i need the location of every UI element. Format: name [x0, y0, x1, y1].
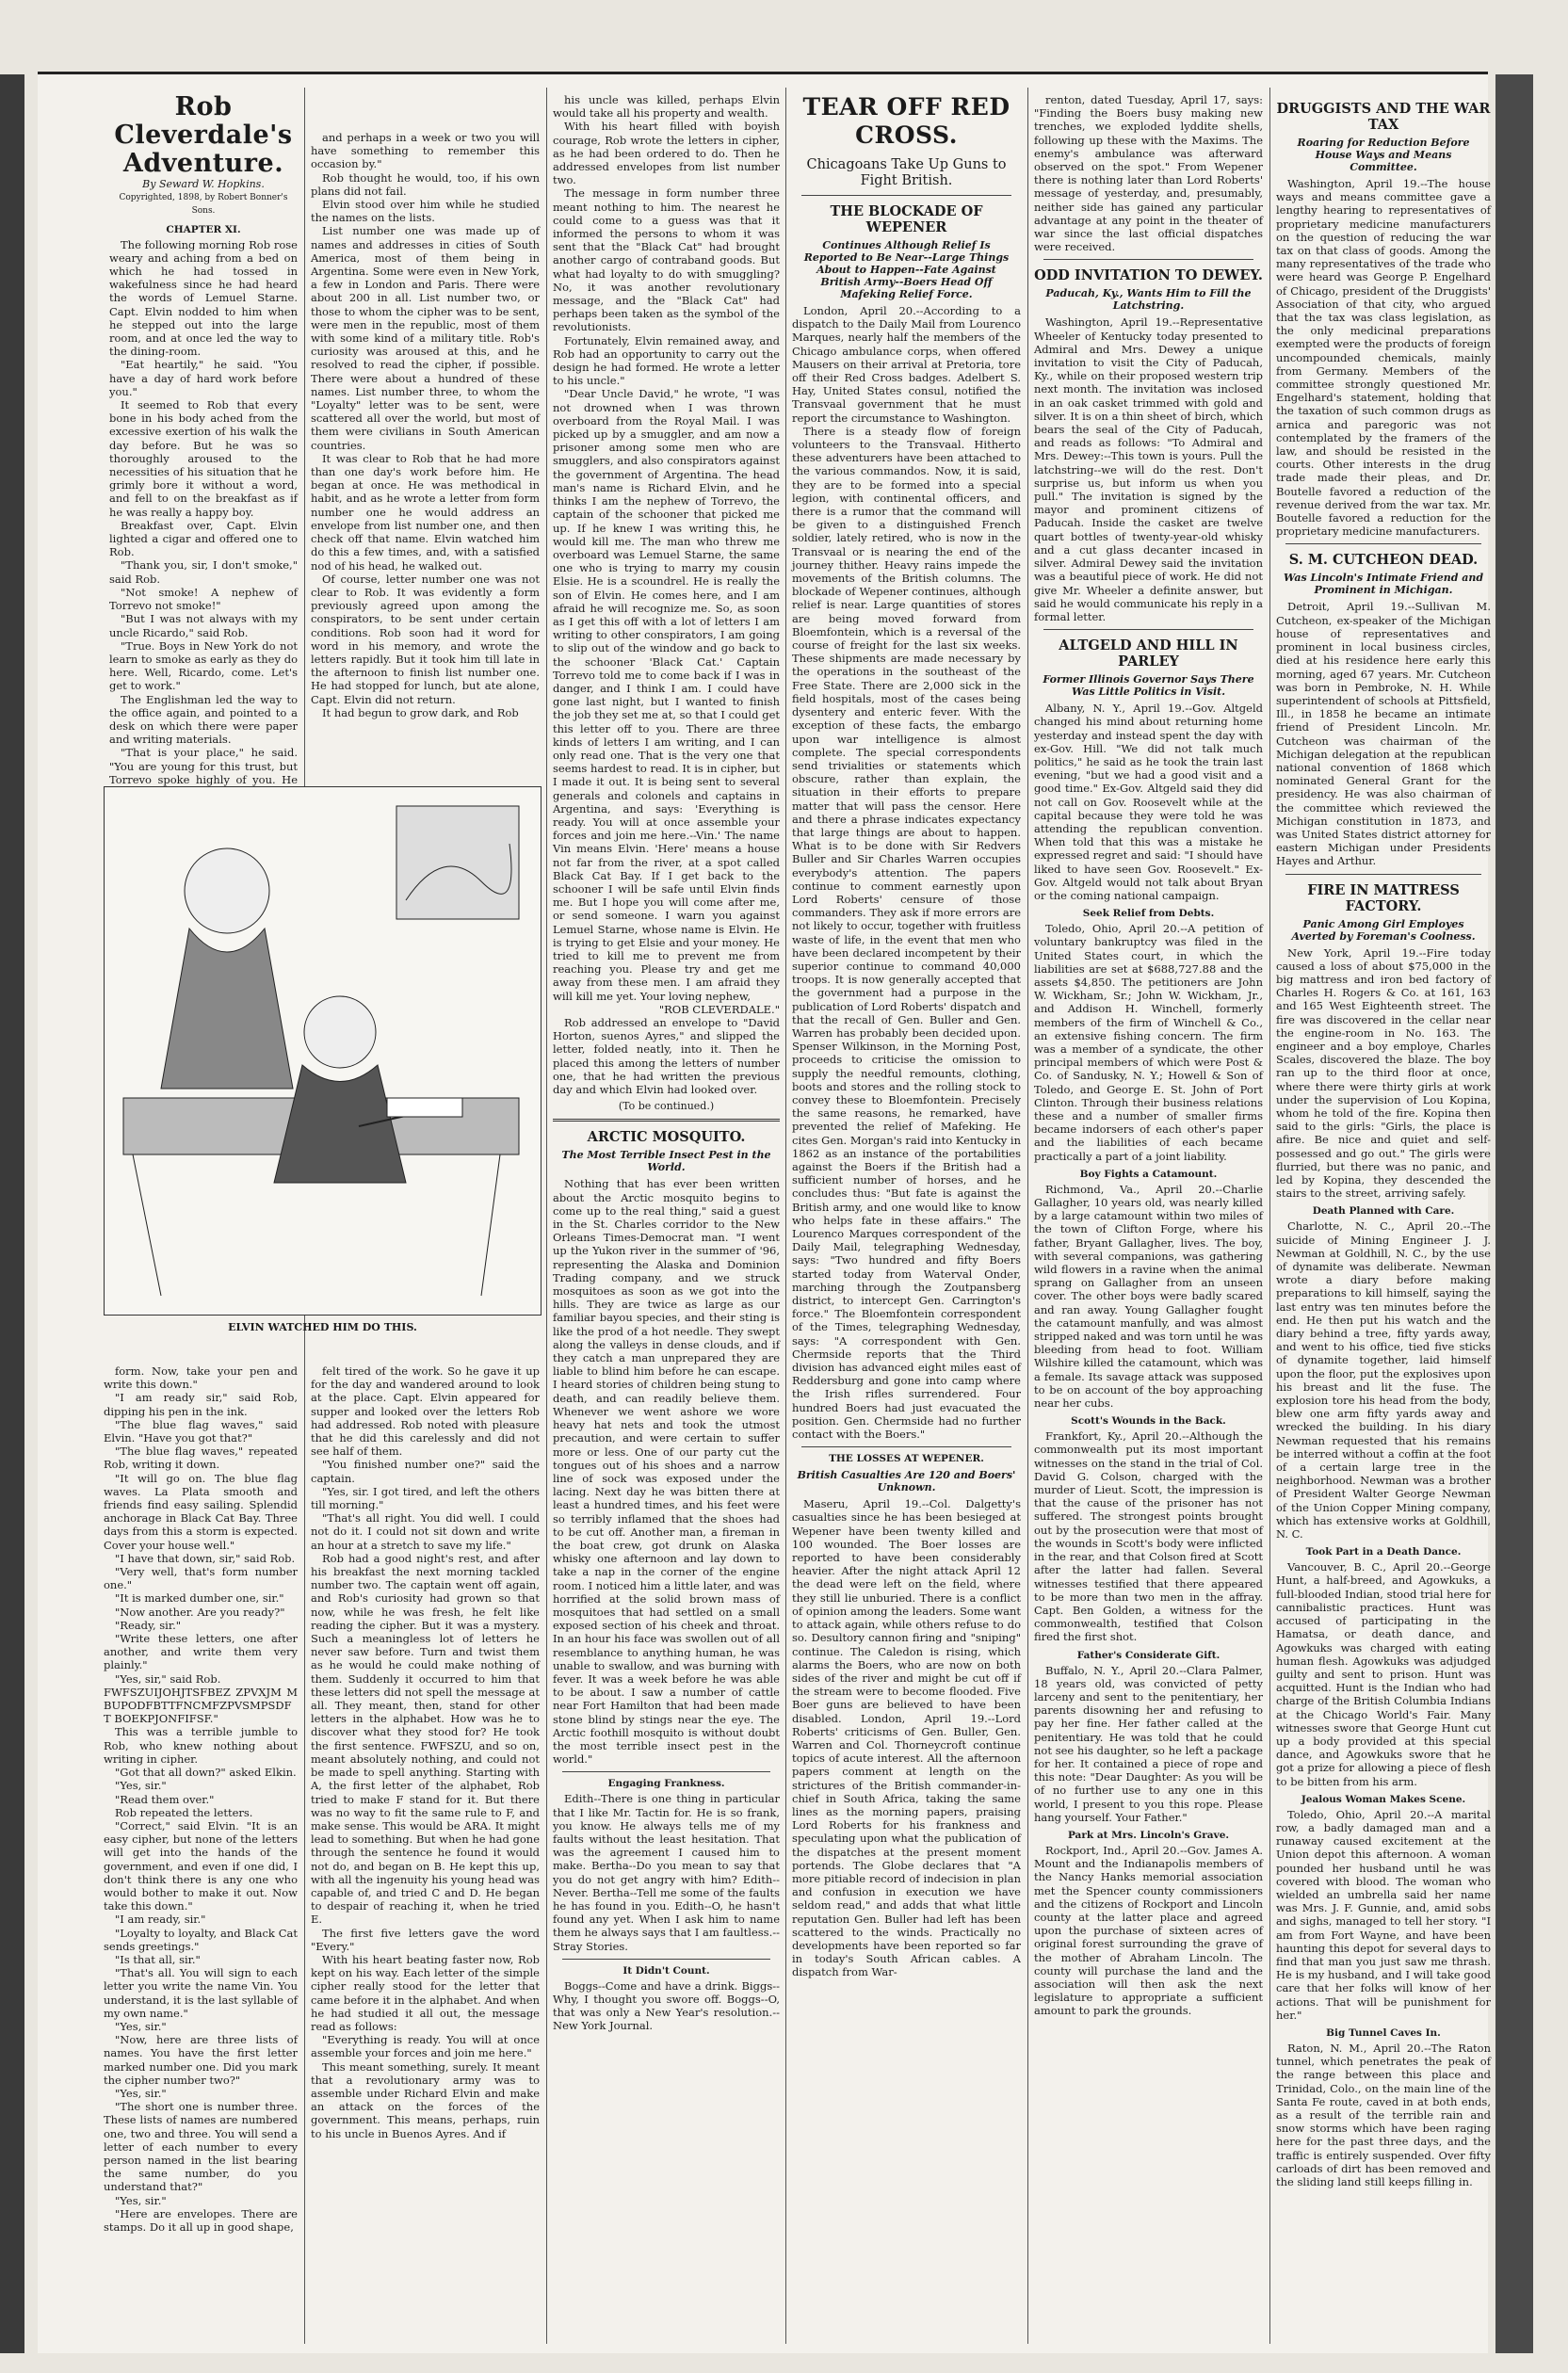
story-paragraph: "Is that all, sir.": [115, 1952, 201, 1966]
story-title: Rob Cleverdale's Adventure.: [114, 92, 293, 178]
story-paragraph: List number one was made up of names and addresses in cities of South America, most of them being in Argentina. Some were even in New York, a few in London and Paris. There were about 200 in all. List number two, or those to whom the cipher was to be sent, were men in the republic, most of them with some kind of a military title. Rob's curiosity was aroused at this, and he resolved to read the cipher, if possible. There were about a hundred of these names. List number three, to whom the "Loyalty" letter was to be sent, were scattered all over the world, but most of them were civilians in South American countries.: [311, 224, 540, 452]
story-paragraph: "Read them over.": [115, 1792, 215, 1806]
story-paragraph: "Yes, sir," said Rob.: [115, 1671, 221, 1686]
story-paragraph: "Very well, that's form number one.": [104, 1565, 298, 1592]
gift-headline: Father's Considerate Gift.: [1076, 1649, 1220, 1661]
redcross-headline: TEAR OFF RED CROSS.: [802, 93, 1010, 149]
fire-headline: FIRE IN MATTRESS FACTORY.: [1307, 881, 1460, 914]
cipher-text: FWFSZUIJOHJTSFBEZ ZPVXJM MBUPODFBTTFNCMFZPVSMPSDFT BOEKPJONFIFSF.": [104, 1685, 298, 1726]
wepener-body: There is a steady flow of foreign volunteers to the Transvaal. Hitherto these adventurers have been attached to the various commandos. Now, it is said, they are to be formed into a special legion, with continental officers, and there is a rumor that the command will be given to a distinguished French soldier, lately retired, who is now in the Transvaal or is nearing the end of the journey thither. Heavy rains impede the movements of the British columns. The blockade of Wepener continues, although relief is near. Large quantities of stores are being moved forward from Bloemfontein, which is a reversal of the course of freight for the last six weeks. These shipments are made necessary by the operations in the southeast of the Free State. There are 2,000 sick in the field hospitals, most of the cases being dysentery and enteric fever. With the exception of these facts, the embargo upon war intelligence is almost complete. The special correspondents send trivialities or statements which obscure, rather than explain, the situation in their efforts to prepare matter that will pass the censor. Here and there a phrase indicates expectancy that large things are about to happen. What is to be done with Sir Redvers Buller and Sir Charles Warren occupies everybody's attention. The papers continue to comment earnestly upon Lord Roberts' censure of those commanders. They ask if more errors are not likely to occur, together with fruitless waste of life, in the event that men who have been declared incompetent by their superior continue to command 40,000 troops. It is now generally accepted that the government had a purpose in the publication of Lord Roberts' dispatch and that the recall of Gen. Buller and Gen. Warren has probably been decided upon. Spenser Wilkinson, in the Morning Post, proceeds to criticise the omission to supply the needful remounts, clothing, boots and stores and the rolling stock to convey these to Bloemfontein. Precisely the same reasons, he remarked, have prevented the relief of Mafeking. He cites Gen. Morgan's raid into Kentucky in 1862 as an instance of the portabilities against the Boers if the British had a sufficient number of horses, and he concludes thus: "But fate is against the British army, and one would like to know who helps fate in these affairs." The Lourenco Marques correspondent of the Daily Mail, telegraphing Wednesday, says: "Two hundred and fifty Boers started today from Waterval Onder, marching through the Zoutpansberg district, to intercept Gen. Carrington's force." The Bloemfontein correspondent of the Times, telegraphing Wednesday, says: "A correspondent with Gen. Chermside reports that the Third division has advanced eight miles east of Reddersburg and gone into camp where the Irish rifles surrendered. Four hundred Boers had just evacuated the position. Gen. Chermside had no further contact with the Boers.": [792, 424, 1021, 1442]
story-paragraph: "Loyalty to loyalty, and Black Cat sends greetings.": [104, 1926, 298, 1953]
column-5: [1034, 93, 1263, 2344]
story-paragraph: "But I was not always with my uncle Ricardo," said Rob.: [109, 612, 298, 639]
chapter-heading: CHAPTER XI.: [166, 223, 241, 235]
relief-body: Toledo, Ohio, April 20.--A petition of voluntary bankruptcy was filed in the United States court, in which the liabilities are set at $688,727.88 and the assets $4,850. The petitioners are John W. Wickham, Sr.; John W. Wickham, Jr., and Addison H. Winchell, formerly members of the firm of Winchell & Co., an extensive fishing concern. The firm was a member of a syndicate, the other principal members of which were Post & Co. of Sandusky, N. Y.; Howell & Son of Toledo, and George E. St. John of Port Clinton. Through their business relations these and a number of smaller firms became indorsers of each other's paper and the liabilities of each became practically a part of a joint liability.: [1034, 922, 1263, 1163]
story-paragraph: Rob thought he would, too, if his own plans did not fail.: [311, 170, 540, 198]
story-paragraph: "Yes, sir.": [115, 2019, 167, 2033]
column-4: [792, 93, 1021, 2344]
mosquito-body: Nothing that has ever been written about the Arctic mosquito begins to come up to the real thing," said a guest in the St. Charles corridor to the New Orleans Times-Democrat man. "I went up the Yukon river in the summer of '96, representing the Alaska and Dominion Trading company, and we struck mosquitoes as soon as we got into the hills. They are twice as large as our familiar bayou species, and their sting is like the prod of a hot needle. They swept along the valleys in dense clouds, and if they catch a man unprepared they are liable to blind him before he can escape. I heard stories of children being stung to death, and can readily believe them. Whenever we went ashore we wore heavy hat nets and took the utmost precaution, and were certain to suffer more or less. One of our party cut the tongues out of his shoes and a narrow line of sock was exposed under the lacing. Next day he was bitten there at least a hundred times, and his feet were so terribly inflamed that the shoes had to be cut off. Another man, a fireman in the boat crew, got drunk on Alaska whisky one afternoon and lay down to take a nap in the corner of the engine room. I noticed him a little later, and was horrified at the solid brown mass of mosquitoes that had settled on a small exposed section of his cheek and throat. In an hour his face was swollen out of all resemblance to anything human, he was unable to swallow, and was burning with fever. It was a week before he was able to be about. I saw a number of cattle near Fort Hamilton that had been made stone blind by stings near the eye. The Arctic foothill mosquito is without doubt the most terrible insect pest in the world.": [553, 1177, 780, 1767]
story-paragraph: Of course, letter number one was not clear to Rob. It was evidently a form previously agreed upon among the conspirators, to be sent under certain conditions. Rob soon had it word for word in his memory, and wrote the letters rapidly. But it took him till late in the afternoon to finish list number one. He had stopped for lunch, but ate alone, Capt. Elvin did not return.: [311, 572, 540, 706]
torn-edge-left: [0, 74, 24, 2353]
story-paragraph: "Write these letters, one after another, and write them very plainly.": [104, 1632, 298, 1672]
story-paragraph: "Eat heartily," he said. "You have a day of hard work before you.": [109, 358, 298, 398]
story-paragraph: "Not smoke! A nephew of Torrevo not smoke!": [109, 585, 298, 613]
park-body: Rockport, Ind., April 20.--Gov. James A. Mount and the Indianapolis members of the Nancy Hanks memorial association met the Spencer county commissioners and the citizens of Rockport and Lincoln county at the latter place and agreed upon the purchase of sixteen acres of original forest surrounding the grave of the mother of Abraham Lincoln. The county will purchase the land and the association will then ask the next legislature to appropriate a sufficient amount to park the grounds.: [1034, 1843, 1263, 2018]
story-paragraph: Rob had a good night's rest, and after his breakfast the next morning tackled number two. The captain went off again, and Rob's curiosity had grown so that now, while he was fresh, he felt like reading the cipher. But it was a mystery. Such a meaningless lot of letters he never saw before. Turn and twist them as he would he could make nothing of them. Suddenly it occurred to him that these letters did not spell the message at all. They meant, then, stand for other letters in the alphabet. How was he to discover what they stood for? He took the first sentence. FWFSZU, and so on, meant absolutely nothing, and could not be made to spell anything. Starting with A, the first letter of the alphabet, Rob tried to make F stand for it. But there was no way to fit the same rule to F, and make sense. This would be ARA. It might lead to something. But when he had gone through the sentence he found it would not do, and began on B. He kept this up, with all the ingenuity his young head was capable of, and tried C and D. He began to despair of reaching it, when he tried E.: [311, 1551, 540, 1927]
jealous-body: Toledo, Ohio, April 20.--A marital row, a badly damaged man and a runaway caused excitement at the Union depot this afternoon. A woman pounded her husband until he was covered with blood. The woman who wielded an umbrella said her name was Mrs. J. F. Gunnie, and, amid sobs and sighs, managed to tell her story. "I am from Fort Wayne, and have been haunting this depot for several days to find that man you just saw me thrash. He is my husband, and I will take good care that her folks will know of her actions. That will be punishment for her.": [1276, 1807, 1491, 2022]
illustration-caption: ELVIN WATCHED HIM DO THIS.: [228, 1321, 417, 1333]
story-paragraph: Breakfast over, Capt. Elvin lighted a cigar and offered one to Rob.: [109, 518, 298, 559]
redcross-subhead: Chicagoans Take Up Guns to Fight British.: [806, 157, 1007, 188]
column-3: [553, 93, 780, 2344]
losses-headline: THE LOSSES AT WEPENER.: [829, 1453, 984, 1465]
story-illustration: [104, 781, 542, 1346]
story-paragraph: This meant something, surely. It meant that a revolutionary army was to assemble under Richard Elvin and make an attack on the forces of the government. This means, perhaps, ruin to his uncle in Buenos Ayres. And if: [311, 2059, 540, 2140]
story-paragraph: It had begun to grow dark, and Rob: [322, 705, 519, 719]
tunnel-body: Raton, N. M., April 20.--The Raton tunnel, which penetrates the peak of the range between this place and Trinidad, Colo., on the main line of the Santa Fe route, caved in at both ends, as a result of the terrible rain and snow storms which have been raging here for the past three days, and the traffic is entirely suspended. Over fifty carloads of dirt has been removed and the sliding land still keeps filling in.: [1276, 2041, 1491, 2189]
count-body: Boggs--Come and have a drink. Biggs--Why, I thought you swore off. Boggs--O, that was only a New Year's resolution.--New York Journal.: [553, 1978, 780, 2033]
story-paragraph: "Yes, sir.": [115, 1779, 167, 1793]
story-paragraph: "The blue flag waves," repeated Rob, writing it down.: [104, 1445, 298, 1472]
story-paragraph: This was a terrible jumble to Rob, who knew nothing about writing in cipher.: [104, 1725, 298, 1766]
story-paragraph: "Thank you, sir, I don't smoke," said Rob.: [109, 558, 298, 586]
dance-body: Vancouver, B. C., April 20.--George Hunt, a half-breed, and Agowkuks, a full-blooded Indian, stood trial here for cannibalistic practices. Hunt was accused of participating in the Hamatsa, or death dance, and Agowkuks was charged with eating human flesh. Agowkuks was adjudged guilty and sent to prison. Hunt was acquitted. Hunt is the Indian who had charge of the British Columbia Indians at the Chicago World's Fair. Many witnesses swore that George Hunt cut up a body provided at this special dance, and Agowkuks swore that he got a prize for allowing a piece of flesh to be bitten from his arm.: [1276, 1560, 1491, 1788]
story-paragraph: With his heart filled with boyish courage, Rob wrote the letters in cipher, as he had been ordered to do. Then he addressed envelopes from list number two.: [553, 120, 780, 187]
story-paragraph: "The blue flag waves," said Elvin. "Have you got that?": [104, 1417, 298, 1445]
to-be-continued: (To be continued.): [618, 1100, 715, 1113]
wepener-continued: renton, dated Tuesday, April 17, says: "Finding the Boers busy making new trenches, we exploded lyddite shells, following up these with the Maxims. The enemy's ambulance was afterward observed on the spot." From Wepener there is nothing later than Lord Roberts' message of yesterday, and, presumably, neither side has gained any particular advantage at any point in the theater of war since the last official dispatches were received.: [1034, 93, 1263, 254]
story-paragraph: The first five letters gave the word "Every.": [311, 1926, 540, 1953]
story-paragraph: "Got that all down?" asked Elkin.: [115, 1766, 297, 1780]
story-copyright: Copyrighted, 1898, by Robert Bonner's Sons.: [119, 193, 288, 217]
story-paragraph: Rob repeated the letters.: [115, 1805, 253, 1819]
death-headline: Death Planned with Care.: [1312, 1205, 1455, 1218]
illustration-drawing: [105, 787, 541, 1313]
mosquito-subhead: The Most Terrible Insect Pest in the World.: [561, 1149, 771, 1174]
story-paragraph: "It is marked dumber one, sir.": [115, 1591, 284, 1606]
cutcheon-subhead: Was Lincoln's Intimate Friend and Prominent in Michigan.: [1283, 572, 1484, 597]
fire-body: New York, April 19.--Fire today caused a loss of about $75,000 in the big mattress and iron bed factory of Charles H. Rogers & Co. at 161, 163 and 165 West Eighteenth street. The fire was discovered in the cellar near the engine-room in No. 163. The engineer and a boy employe, Charles Scales, discovered the blaze. The boy ran up to the third floor at once, where there were thirty girls at work under the supervision of Lou Kopina, whom he told of the fire. Kopina then said to the girls: "Girls, the place is afire. Be nice and quiet and self-possessed and go out." The girls were flurried, but there was no panic, and led by Kopina, they descended the stairs to the street, arriving safely.: [1276, 945, 1491, 1201]
druggists-headline: DRUGGISTS AND THE WAR TAX: [1276, 101, 1491, 133]
story-paragraph: Fortunately, Elvin remained away, and Rob had an opportunity to carry out the design he had formed. He wrote a letter to his uncle.": [553, 333, 780, 388]
count-headline: It Didn't Count.: [622, 1964, 710, 1977]
story-paragraph: With his heart beating faster now, Rob kept on his way. Each letter of the simple cipher really stood for the letter that came before it in the alphabet. And when he had studied it all out, the message read as follows:: [311, 1952, 540, 2033]
dewey-subhead: Paducah, Ky., Wants Him to Fill the Latchstring.: [1045, 287, 1252, 313]
story-paragraph: Rob addressed an envelope to "David Horton, suenos Ayres," and slipped the letter, folded neatly, into it. Then he placed this among the letters of number one, that he had written the previous day and which Elvin had looked over.: [553, 1016, 780, 1097]
story-paragraph: The following morning Rob rose weary and aching from a bed on which he had tossed in wakefulness since he had heard the words of Lemuel Starne. Capt. Elvin nodded to him when he stepped out into the large room, and at once led the way to the dining-room.: [109, 237, 298, 359]
story-paragraph: "I have that down, sir," said Rob.: [115, 1551, 296, 1565]
death-body: Charlotte, N. C., April 20.--The suicide of Mining Engineer J. J. Newman at Goldhill, N. C., by the use of dynamite was deliberate. Newman wrote a diary before making preparations to kill himself, saying the last entry was ten minutes before the end. He then put his watch and the diary behind a tree, fifty yards away, and went to his office, tied five sticks of dynamite together, laid himself upon the floor, put the explosives upon his breast and lit the fuse. The explosion tore his head from the body, blew one arm fifty yards away and wrecked the building. In his diary Newman requested that his remains be interred without a coffin at the foot of a certain large tree in the neighborhood. Newman was a brother of President Walter George Newman of the Union Copper Mining company, which has extensive works at Goldhill, N. C.: [1276, 1219, 1491, 1542]
story-paragraph: "That's all right. You did well. I could not do it. I could not sit down and write an hour at a stretch to save my life.": [311, 1511, 540, 1552]
story-paragraph: It was clear to Rob that he had more than one day's work before him. He began at once. He was methodical in habit, and as he wrote a letter from form number one he would address an envelope from list number one, and then check off that name. Elvin watched him do this a few times, and, with a satisfied nod of his head, he walked out.: [311, 451, 540, 573]
dewey-headline: ODD INVITATION TO DEWEY.: [1034, 267, 1263, 284]
story-paragraph: "Yes, sir. I got tired, and left the others till morning.": [311, 1484, 540, 1512]
catamount-body: Richmond, Va., April 20.--Charlie Gallagher, 10 years old, was nearly killed by a large catamount within two miles of the town of Clifton Forge, where his father, Bryant Gallagher, lives. The boy, with several companions, was gathering wild flowers in a ravine when the animal sprang on Gallagher from an unseen cover. The other boys were badly scared and ran away. Young Gallagher fought the catamount manfully, and was almost stripped naked and was torn until he was bleeding from head to foot. William Wilshire killed the catamount, which was a female. Its savage attack was supposed to be on account of the boy approaching near her cubs.: [1034, 1182, 1263, 1411]
story-paragraph: "That's all. You will sign to each letter you write the name Vin. You understand, it is the last syllable of my own name.": [104, 1966, 298, 2020]
cutcheon-body: Detroit, April 19.--Sullivan M. Cutcheon, ex-speaker of the Michigan house of representatives and prominent in local business circles, died at his residence here early this morning, aged 67 years. Mr. Cutcheon was born in Pembroke, N. H. While superintendent of schools at Pittsfield, Ill., in 1858 he became an intimate friend of President Lincoln. Mr. Cutcheon was chairman of the Michigan delegation at the republican national convention of 1868 which nominated General Grant for the presidency. He was also chairman of the committee which reviewed the Michigan constitution in 1873, and was United States district attorney for eastern Michigan under Presidents Hayes and Arthur.: [1276, 600, 1491, 868]
letter-signature: "ROB CLEVERDALE.": [658, 1002, 780, 1016]
fire-subhead: Panic Among Girl Employes Averted by Foreman's Coolness.: [1291, 917, 1476, 943]
story-paragraph: "True. Boys in New York do not learn to smoke as early as they do here. Well, Ricardo, come. Let's get to work.": [109, 638, 298, 693]
altgeld-subhead: Former Illinois Governor Says There Was Little Politics in Visit.: [1043, 673, 1254, 699]
altgeld-headline: ALTGELD AND HILL IN PARLEY: [1059, 638, 1238, 670]
wepener-headline: THE BLOCKADE OF WEPENER: [830, 203, 983, 235]
story-paragraph: "The short one is number three. These lists of names are numbered one, two and three. You will send a letter of each number to every person named in the list bearing the same number, do you understand that?": [104, 2100, 298, 2194]
story-paragraph: felt tired of the work. So he gave it up for the day and wandered around to look at the place. Capt. Elvin appeared for supper and looked over the letters Rob had addressed. Rob noted with pleasure that he did this carelessly and did not see half of them.: [311, 1364, 540, 1459]
mosquito-headline: ARCTIC MOSQUITO.: [587, 1129, 746, 1146]
story-paragraph: form. Now, take your pen and write this down.": [104, 1364, 298, 1392]
frankness-body: Edith--There is one thing in particular that I like Mr. Tactin for. He is so frank, you know. He always tells me of my faults without the least hesitation. That was the agreement I caused him to make. Bertha--Do you mean to say that you do not get angry with him? Edith--Never. Bertha--Tell me some of the faults he has found in you. Edith--O, he hasn't found any yet. When I ask him to name them he always says that I am faultless.--Stray Stories.: [553, 1792, 780, 1953]
story-paragraph: and perhaps in a week or two you will have something to remember this occasion by.": [311, 131, 540, 171]
torn-edge-right: [1495, 74, 1533, 2353]
druggists-body: Washington, April 19.--The house ways and means committee gave a lengthy hearing to representatives of proprietary medicine manufacturers on the question of reducing the war tax on that class of goods. Among the many representatives of the trade who were heard was George P. Engelhard of Chicago, president of the Druggists' Association of that city, who argued that the tax was class legislation, as the only medicinal preparations exempted were the products of foreign uncompounded chemicals, mainly from Germany. Members of the committee strongly questioned Mr. Engelhard's statement, holding that the taxation of such common drugs as arnica and paregoric was not contemplated by the framers of the law, and should be resisted in the courts. Other interests in the drug trade made their pleas, and Dr. Boutelle favored a reduction of the revenue derived from the war tax. Mr. Boutelle favored a reduction for the proprietary medicine manufacturers.: [1276, 177, 1491, 539]
story-paragraph: The Englishman led the way to the office again, and pointed to a desk on which there were paper and writing materials.: [109, 692, 298, 747]
story-paragraph: "You finished number one?" said the captain.: [311, 1458, 540, 1485]
story-paragraph: "It will go on. The blue flag waves. La Plata smooth and friends find easy sailing. Splendid anchorage in Black Cat Bay. Three days from this a storm is expected. Cover your house well.": [104, 1471, 298, 1552]
dance-headline: Took Part in a Death Dance.: [1305, 1546, 1462, 1558]
scott-headline: Scott's Wounds in the Back.: [1071, 1415, 1226, 1428]
tunnel-headline: Big Tunnel Caves In.: [1326, 2026, 1441, 2039]
story-paragraph: The message in form number three meant nothing to him. The nearest he could come to a guess was that it informed the persons to whom it was sent that the "Black Cat" had brought another cargo of contraband goods. But what had loyalty to do with smuggling? No, it was another revolutionary message, and the "Black Cat" had perhaps been taken as the symbol of the revolutionists.: [553, 186, 780, 334]
story-column-2: [311, 131, 540, 771]
frankness-headline: Engaging Frankness.: [607, 1778, 725, 1790]
story-column-2-lower: [311, 1364, 540, 2344]
druggists-subhead: Roaring for Reduction Before House Ways and Means Committee.: [1297, 137, 1470, 173]
story-byline: By Seward W. Hopkins.: [142, 178, 265, 190]
illustration-frame: [104, 786, 542, 1316]
cutcheon-headline: S. M. CUTCHEON DEAD.: [1288, 552, 1479, 569]
losses-subhead: British Casualties Are 120 and Boers' Unknown.: [797, 1469, 1016, 1494]
story-paragraph: "Ready, sir.": [115, 1618, 182, 1632]
altgeld-body: Albany, N. Y., April 19.--Gov. Altgeld changed his mind about returning home yesterday and instead spent the day with ex-Gov. Hill. "We did not talk much politics," he said as he took the train last evening, "but we had a good visit and a good time." Ex-Gov. Altgeld said they did not call on Gov. Roosevelt while at the capital because they were told he was attending the republican convention. When told that this was a mistake he expressed regret and said: "I should have liked to have seen Gov. Roosevelt." Ex-Gov. Altgeld would not talk about Bryan or the coming national campaign.: [1034, 702, 1263, 902]
dewey-body: Washington, April 19.--Representative Wheeler of Kentucky today presented to Admiral and Mrs. Dewey a unique invitation to visit the City of Paducah, Ky., while on their proposed western trip next month. The invitation was inclosed in an oak casket trimmed with gold and silver. It is on a thin sheet of birch, which bears the seal of the City of Paducah, and reads as follows: "To Admiral and Mrs. Dewey:--This town is yours. Pull the latchstring--we will do the rest. Don't surprise us, but inform us when you pull." The invitation is signed by the mayor and prominent citizens of Paducah. Inside the casket are twelve quart bottles of twenty-year-old whisky and a cut glass decanter incased in silver. Admiral Dewey said the invitation was a beautiful piece of work. He did not give Mr. Wheeler a definite answer, but said he would communicate his reply in a formal letter.: [1034, 315, 1263, 623]
park-headline: Park at Mrs. Lincoln's Grave.: [1067, 1829, 1230, 1841]
redcross-body: London, April 20.--According to a dispatch to the Daily Mail from Lourenco Marques, nearly half the members of the Chicago ambulance corps, when offered Mausers on their arrival at Pretoria, tore off their Red Cross badges. Adelbert S. Hay, United States consul, notified the Transvaal government that he must report the circumstance to Washington.: [792, 304, 1021, 425]
story-column-1: [109, 92, 298, 786]
story-paragraph: It seemed to Rob that every bone in his body ached from the excessive exertion of his walk the day before. But he was so thoroughly aroused to the necessities of his situation that he grimly bore it without a word, and fell to on the breakfast as if he was really a happy boy.: [109, 398, 298, 519]
gift-body: Buffalo, N. Y., April 20.--Clara Palmer, 18 years old, was convicted of petty larceny and sent to the penitentiary, her parents disowning her and refusing to pay her fine. Her father called at the penitentiary. He was told that he could not see his daughter, so he left a package for her. It contained a piece of rope and this note: "Dear Daughter: As you will be of no further use to any one in this world, I present to you this rope. Please hang yourself. Your Father.": [1034, 1663, 1263, 1824]
catamount-headline: Boy Fights a Catamount.: [1079, 1168, 1218, 1180]
story-paragraph: his uncle was killed, perhaps Elvin would take all his property and wealth.: [553, 93, 780, 121]
losses-body: Maseru, April 19.--Col. Dalgetty's casualties since he has been besieged at Wepener have been twenty killed and 100 wounded. The Boer losses are reported to have been considerably heavier. After the night attack April 12 the dead were left on the field, where they still lie unburied. There is a conflict of opinion among the leaders. Some want to attack again, while others refuse to do so. Desultory cannon firing and "sniping" continue. The Caledon is rising, which alarms the Boers, who are now on both sides of the river and might be cut off if the stream were to become flooded. Five Boer guns are believed to have been disabled. London, April 19.--Lord Roberts' criticisms of Gen. Buller, Gen. Warren and Col. Thorneycroft continue topics of acute interest. All the afternoon papers comment at length on the strictures of the British commander-in-chief in South Africa, taking the same lines as the morning papers, praising Lord Roberts for his frankness and speculating upon what the publication of the dispatches at the present moment portends. The Globe declares that "A more pitiable record of indecision in plan and confusion in execution we have seldom read," and adds that what little reputation Gen. Buller had left has been scattered to the winds. Practically no developments have been reported so far in today's South African cables. A dispatch from War-: [792, 1497, 1021, 1979]
relief-headline: Seek Relief from Debts.: [1082, 908, 1215, 920]
letter-text: "Dear Uncle David," he wrote, "I was not drowned when I was thrown overboard from the Royal Mail. I was picked up by a smuggler, and am now a prisoner among some men who are smugglers, and also conspirators against the government of Argentina. The head man's name is Richard Elvin, and he thinks I am the nephew of Torrevo, the captain of the schooner that picked me up. If he knew I was writing this, he would kill me. The man who threw me overboard was Lemuel Starne, the same one who is trying to marry my cousin Elsie. He is a scoundrel. He is really the son of Elvin. He comes here, and I am afraid he will recognize me. So, as soon as I get this off with a lot of letters I am writing to other conspirators, I am going to slip out of the window and go back to the schooner 'Black Cat.' Captain Torrevo told me to come back if I was in danger, and I think I am. I could have gone last night, but I wanted to finish the job they set me at, so that I could get this letter off to you. There are three kinds of letters I am writing, and I can only read one. That is the very one that seems hardest to read. It is in cipher, but I made it out. It is being sent to several generals and colonels and captains in Argentina, and says: 'Everything is ready. You will at once assemble your forces and join me here.--Vin.' The name Vin means Elvin. 'Here' means a house not far from the river, at a spot called Black Cat Bay. If I get back to the schooner I will be safe until Elvin finds me. But I hope you will come after me, or send someone. I warn you against Lemuel Starne, whose name is Elvin. He is trying to get Elsie and your money. He tried to kill me to prevent me from reaching you. Please try and get me away from these men. I am afraid they will kill me yet. Your loving nephew,: [553, 387, 780, 1003]
story-paragraph: "That is your place," he said. "You are young for this trust, but Torrevo spoke highly of you. He: [109, 746, 298, 786]
story-paragraph: "Now another. Are you ready?": [115, 1605, 285, 1619]
jealous-headline: Jealous Woman Makes Scene.: [1301, 1793, 1466, 1805]
story-paragraph: "Correct," said Elvin. "It is an easy cipher, but none of the letters will get into the hands of the government, and even if one did, I don't think there is any one who would bother to make it out. Now take this down.": [104, 1818, 298, 1913]
story-paragraph: "I am ready, sir.": [115, 1913, 206, 1927]
story-paragraph: "Now, here are three lists of names. You have the first letter marked number one. Did you mark the cipher number two?": [104, 2033, 298, 2087]
newspaper-page: [38, 72, 1491, 2353]
story-paragraph: "Yes, sir.": [115, 2086, 167, 2100]
story-paragraph: Elvin stood over him while he studied the names on the lists.: [311, 198, 540, 225]
story-paragraph: "Here are envelopes. There are stamps. Do it all up in good shape,: [104, 2206, 298, 2234]
story-paragraph: "Everything is ready. You will at once assemble your forces and join me here.": [311, 2033, 540, 2060]
story-column-1-lower: [104, 1364, 298, 2344]
story-paragraph: "Yes, sir.": [115, 2193, 167, 2207]
scott-body: Frankfort, Ky., April 20.--Although the commonwealth put its most important witnesses on the stand in the trial of Col. David G. Colson, charged with the murder of Lieut. Scott, the impression is that the cause of the prisoner has not suffered. The strongest points brought out by the prosecution were that most of the wounds in Scott's body were inflicted in the rear, and that Colson fired at Scott after the latter had fallen. Several witnesses testified that there appeared to be more than two men in the affray. Capt. Ben Golden, a witness for the commonwealth, testified that Colson fired the first shot.: [1034, 1429, 1263, 1644]
wepener-subhead: Continues Although Relief Is Reported to Be Near--Large Things About to Happen--Fate Against British Army--Boers Head Off Mafeking Relief Force.: [803, 239, 1010, 300]
story-paragraph: "I am ready sir," said Rob, dipping his pen in the ink.: [104, 1391, 298, 1418]
column-6: [1276, 93, 1491, 2344]
